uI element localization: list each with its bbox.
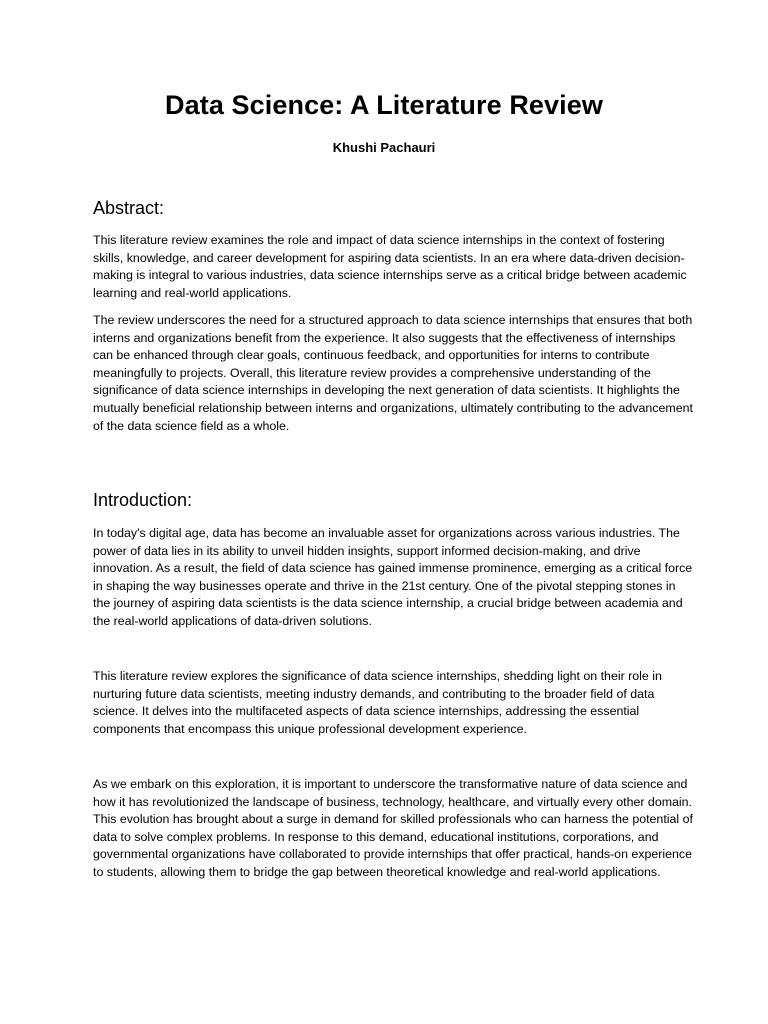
- abstract-paragraph-2: The review underscores the need for a structured approach to data science internships that ensures that both interns and organizations benefit from the experience. It also suggests that the effectiveness of internships can be enhanced through clear goals, continuous feedback, and opportunities for interns to contribute meaningfully to projects. Overall, this literature review provides a comprehensive understanding of the significance of data science internships in developing the next generation of data scientists. It highlights the mutually beneficial relationship between interns and organizations, ultimately contributing to the advancement of the data science field as a whole.: [93, 313, 693, 433]
- document-title: Data Science: A Literature Review: [165, 90, 603, 120]
- author-name: Khushi Pachauri: [332, 140, 436, 155]
- abstract-heading: Abstract:: [93, 198, 165, 218]
- introduction-paragraph-3: As we embark on this exploration, it is important to underscore the transformative nature of data science and how it has revolutionized the landscape of business, technology, healthcare, and virtually every other domain. This evolution has brought about a surge in demand for skilled professionals who can harness the potential of data to solve complex problems. In response to this demand, educational institutions, corporations, and governmental organizations have collaborated to provide internships that offer practical, hands-on experience to students, allowing them to bridge the gap between theoretical knowledge and real-world applications.: [93, 777, 693, 879]
- abstract-paragraph-1: This literature review examines the role and impact of data science internships in the context of fostering skills, knowledge, and career development for aspiring data scientists. In an era where data-driven decision-making is integral to various industries, data science internships serve as a critical bridge between academic learning and real-world applications.: [93, 233, 687, 300]
- introduction-paragraph-1: In today's digital age, data has become an invaluable asset for organizations across various industries. The power of data lies in its ability to unveil hidden insights, support informed decision-making, and drive innovation. As a result, the field of data science has gained immense prominence, emerging as a critical force in shaping the way businesses operate and thrive in the 21st century. One of the pivotal stepping stones in the journey of aspiring data scientists is the data science internship, a crucial bridge between academia and the real-world applications of data-driven solutions.: [93, 526, 693, 628]
- introduction-paragraph-2: This literature review explores the significance of data science internships, shedding light on their role in nurturing future data scientists, meeting industry demands, and contributing to the broader field of data science. It delves into the multifaceted aspects of data science internships, addressing the essential components that encompass this unique professional development experience.: [93, 669, 662, 736]
- introduction-heading: Introduction:: [93, 490, 193, 510]
